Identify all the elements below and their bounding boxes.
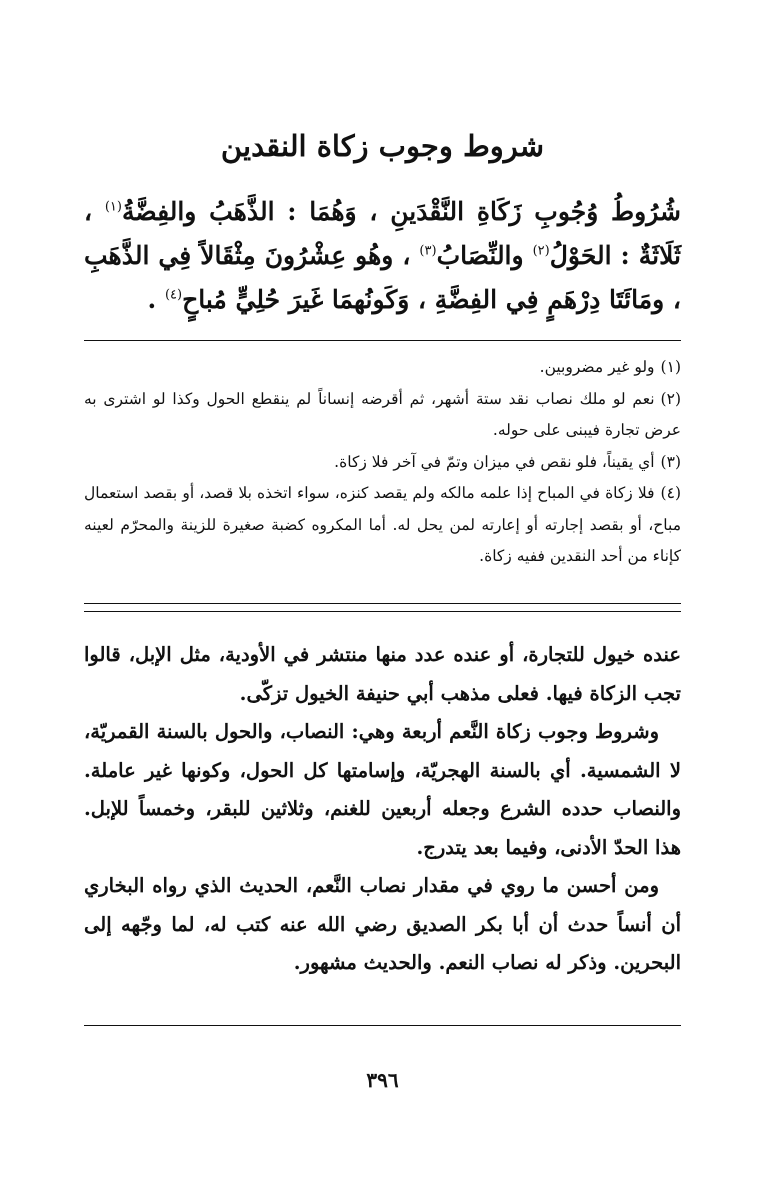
main-text-segment: . <box>147 285 165 314</box>
main-text <box>84 190 681 322</box>
footnote-number: (٤) <box>660 484 681 502</box>
footnote-number: (٣) <box>660 452 681 471</box>
footnote <box>84 447 681 479</box>
footnotes <box>84 352 681 573</box>
main-text-segment: ، ثَلَاثَةٌ : الحَوْلُ <box>84 197 682 270</box>
footnote-number: (٢) <box>660 389 681 408</box>
footnote <box>84 352 681 384</box>
footnote <box>84 384 681 447</box>
footnote-ref[interactable]: (٣) <box>419 243 437 259</box>
main-text-segment: ، وهُو عِشْرُونَ مِثْقَالاً فِي الذَّهَبِ ، ومَائَتَا دِرْهَمٍ فِي الفِضَّةِ ، وَكَونُهمَا غَيرَ حُلِيٍّ مُباحٍ <box>84 241 681 314</box>
section-divider-top <box>84 603 681 604</box>
bottom-divider <box>84 1025 681 1026</box>
footnote-text: ولو غير مضروبين. <box>539 358 655 376</box>
footnote-ref[interactable]: (٤) <box>164 287 183 303</box>
footnote-ref[interactable]: (٢) <box>532 243 550 259</box>
commentary-paragraph: عنده خيول للتجارة، أو عنده عدد منها منتشر في الأودية، مثل الإبل، قالوا تجب الزكاة فيها. فعلى مذهب أبي حنيفة الخيول تزكّى. <box>84 643 681 705</box>
commentary-paragraph: ومن أحسن ما روي في مقدار نصاب النَّعم، الحديث الذي رواه البخاري أن أنساً حدث أن أبا بكر الصديق رضي الله عنه كتب له، لما وجّهه إلى البحرين. وذكر له نصاب النعم. والحديث مشهور. <box>84 874 681 974</box>
footnote-text: أي يقيناً، فلو نقص في ميزان وتمّ في آخر فلا زكاة. <box>334 452 655 471</box>
section-divider-bottom <box>84 611 681 612</box>
main-text-segment: والنِّصَابُ <box>436 241 533 270</box>
page-number: ٣٩٦ <box>366 1068 399 1092</box>
footnote-divider <box>84 340 681 341</box>
footnote-ref[interactable]: (١) <box>104 199 122 215</box>
footnote-text: نعم لو ملك نصاب نقد ستة أشهر، ثم أقرضه إنساناً لم ينقطع الحول وكذا لو اشترى به عرض تجارة فيبنى على حوله. <box>84 389 681 439</box>
footnote-text: فلا زكاة في المباح إذا علمه مالكه ولم يقصد كنزه، سواء اتخذه بلا قصد، أو بقصد استعمال مباح، أو بقصد إجارته أو إعارته لمن يحل له. أما المكروه كضبة صغيرة للزينة والمحرّم لعينه كإناء من أحد النقدين ففيه زكاة. <box>84 484 681 565</box>
footnote-number: (١) <box>660 358 681 376</box>
main-text-segment: شُرُوطُ وُجُوبِ زَكَاةِ النَّقْدَينِ ، وَهُمَا : الذَّهَبُ والفِضَّةُ <box>121 197 681 226</box>
commentary <box>84 636 681 983</box>
commentary-paragraph: وشروط وجوب زكاة النَّعم أربعة وهي: النصاب، والحول بالسنة القمريّة، لا الشمسية. أي بالسنة الهجريّة، وإسامتها كل الحول، وكونها غير عاملة. والنصاب حدده الشرع وجعله أربعين للغنم، وثلاثين للبقر، وخمساً للإبل. هذا الحدّ الأدنى، وفيما بعد يتدرج. <box>84 720 681 859</box>
footnote <box>84 478 681 573</box>
page-title: شروط وجوب زكاة النقدين <box>220 129 545 163</box>
